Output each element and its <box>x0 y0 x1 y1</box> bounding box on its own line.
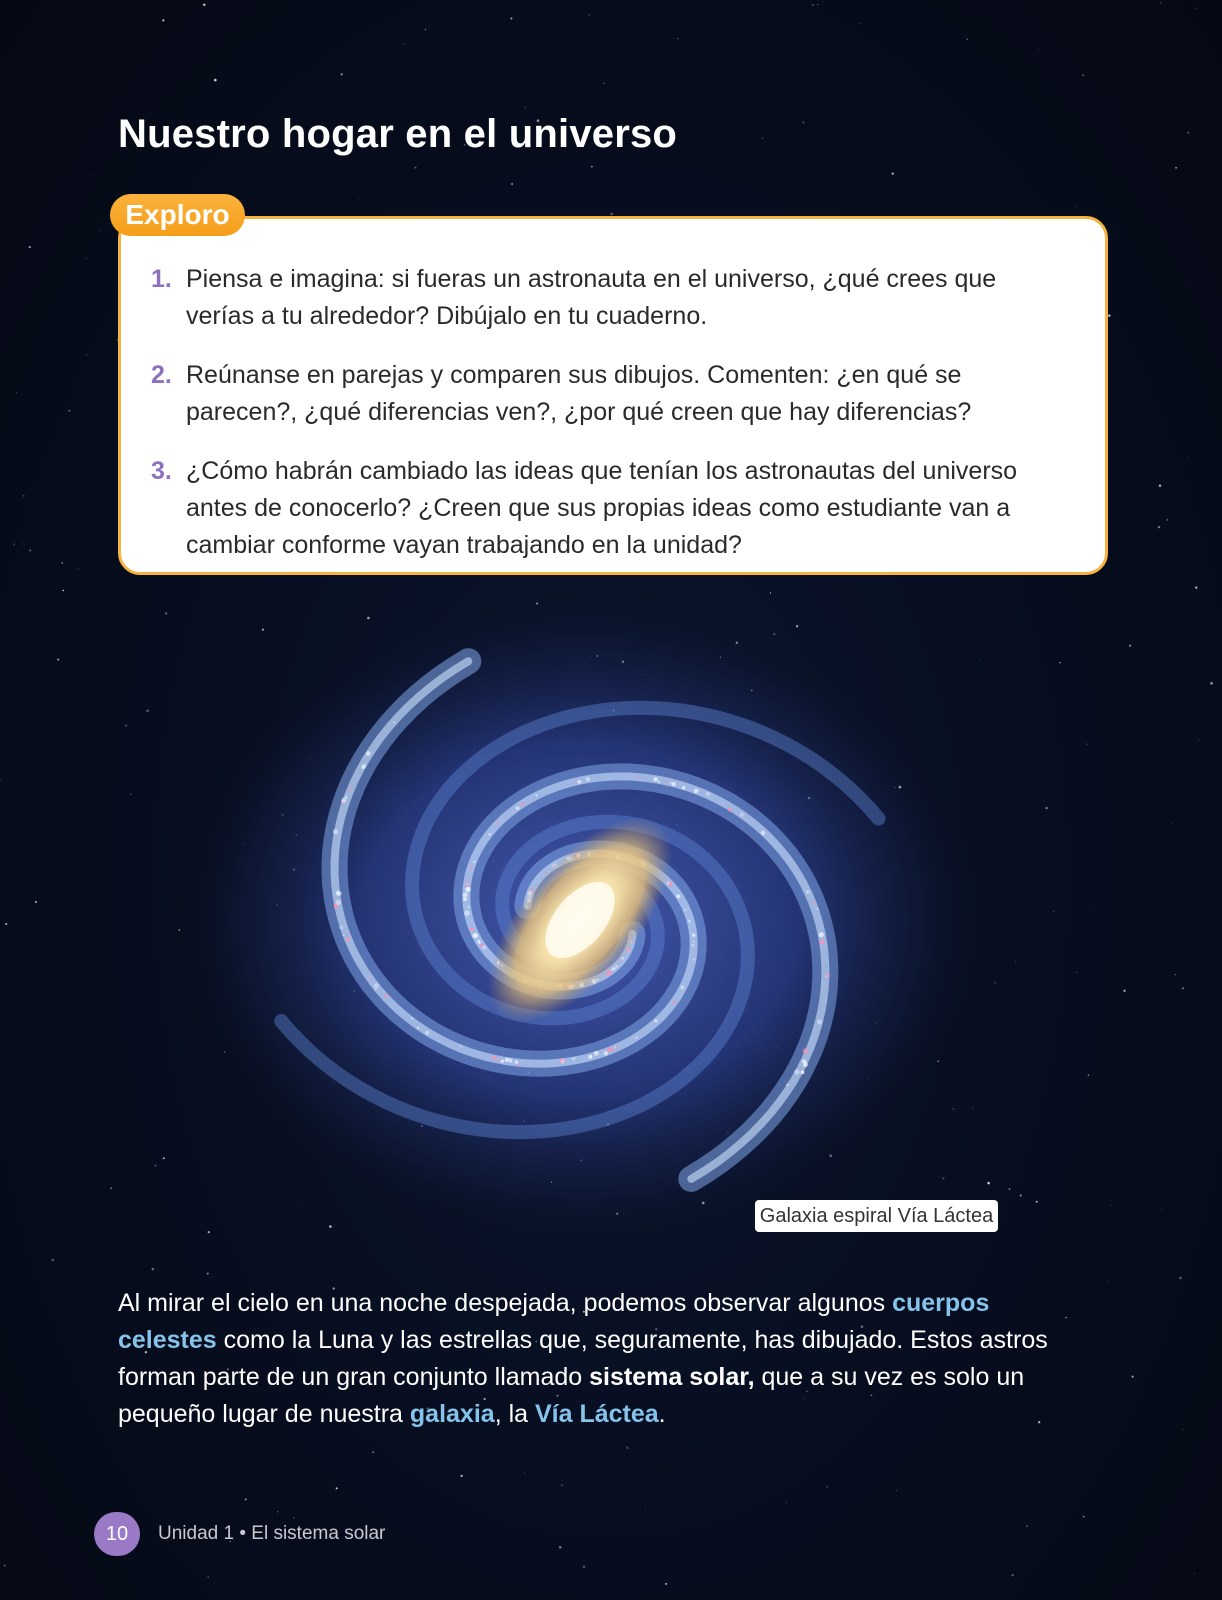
galaxy-image-caption: Galaxia espiral Vía Láctea <box>755 1200 998 1232</box>
unit-title: El sistema solar <box>251 1523 386 1544</box>
star <box>1038 50 1039 51</box>
star <box>511 183 513 185</box>
star <box>1107 1281 1108 1282</box>
galaxy-star-cluster <box>676 894 680 898</box>
star <box>561 1484 563 1486</box>
galaxy-star-cluster <box>817 1019 822 1024</box>
galaxy-star-cluster <box>588 1055 592 1059</box>
galaxy-star-cluster <box>515 1060 519 1064</box>
star <box>99 230 100 231</box>
galaxy-star-cluster <box>375 988 377 990</box>
galaxy-star-cluster <box>638 777 640 779</box>
star <box>757 159 758 160</box>
star <box>93 175 94 176</box>
galaxy-star-cluster <box>464 910 470 916</box>
galaxy-star-cluster <box>803 1048 808 1053</box>
galaxy-star-cluster <box>477 939 480 942</box>
intro-paragraph <box>118 1285 1048 1433</box>
star <box>589 15 590 16</box>
intro-text-5: . <box>658 1400 666 1428</box>
galaxy-star-cluster <box>594 1051 599 1056</box>
star <box>1196 8 1197 9</box>
galaxy-star-cluster <box>473 933 478 938</box>
galaxy-star-cluster <box>682 786 686 790</box>
intro-text-3: que a su vez es solo un pequeño lugar de nuestra <box>118 1363 1025 1428</box>
galaxy-star-cluster <box>336 900 341 905</box>
galaxy-star-cluster <box>468 878 470 880</box>
star <box>460 1475 462 1477</box>
galaxy-star-cluster <box>341 798 346 803</box>
star <box>1175 167 1177 169</box>
galaxy-star-cluster <box>369 978 371 980</box>
galaxy-star-cluster <box>740 813 744 817</box>
galaxy-star-cluster <box>693 949 695 951</box>
galaxy-star-cluster <box>728 807 732 811</box>
galaxy-star-cluster <box>635 1036 638 1039</box>
galaxy-star-cluster <box>366 751 370 755</box>
star <box>610 213 613 216</box>
star <box>1160 2 1161 3</box>
galaxy-star-cluster <box>333 829 339 835</box>
unit-name: Unidad 1 <box>158 1523 235 1544</box>
galaxy-star-cluster <box>488 833 491 836</box>
question-number-3: 3. <box>151 457 172 485</box>
galaxy-star-cluster <box>561 1059 565 1063</box>
star <box>860 23 861 24</box>
question-text-3: ¿Cómo habrán cambiado las ideas que tenían los astronautas del universo antes de conocerlo? ¿Creen que sus propias ideas como estudiante van a cambiar conforme vayan trabajando en la unidad? <box>186 457 1018 559</box>
star <box>762 137 763 138</box>
intro-text-4: , la <box>494 1400 535 1428</box>
star <box>1187 131 1189 133</box>
question-text-2: Reúnanse en parejas y comparen sus dibujos. Comenten: ¿en qué se parecen?, ¿qué diferencias ven?, ¿por qué creen que hay diferencias? <box>186 361 972 426</box>
star <box>786 1502 787 1503</box>
unit-separator: • <box>234 1523 252 1544</box>
star <box>525 107 526 108</box>
galaxy-star-cluster <box>362 764 366 768</box>
galaxy-star-cluster <box>819 939 824 944</box>
galaxy-star-cluster <box>684 909 686 911</box>
star <box>817 4 818 5</box>
galaxy-star-cluster <box>339 926 343 930</box>
page-number-badge: 10 <box>94 1512 140 1556</box>
star <box>203 4 205 6</box>
galaxy-star-cluster <box>654 1019 657 1022</box>
star <box>1082 74 1084 76</box>
galaxy-star-cluster <box>802 1059 807 1064</box>
star <box>645 1509 646 1510</box>
galaxy-star-cluster <box>348 787 352 791</box>
intro-text-1: Al mirar el cielo en una noche despejada, podemos observar algunos <box>118 1289 893 1317</box>
star <box>967 38 969 40</box>
star <box>425 29 426 30</box>
star <box>29 246 31 248</box>
galaxy-star-cluster <box>692 933 696 937</box>
star <box>13 543 15 545</box>
star <box>803 122 805 124</box>
galaxy-star-cluster <box>516 806 520 810</box>
star <box>16 392 17 393</box>
star <box>86 258 87 259</box>
keyword-via-lactea: Vía Láctea <box>534 1400 659 1428</box>
star <box>1166 519 1168 521</box>
galaxy-star-cluster <box>693 958 695 960</box>
star <box>1158 526 1160 528</box>
star <box>1083 1516 1084 1517</box>
galaxy-star-cluster <box>752 1128 754 1130</box>
star <box>892 173 894 175</box>
galaxy-star-cluster <box>520 802 524 806</box>
galaxy-star-cluster <box>535 794 537 796</box>
explore-activity-box <box>118 216 1108 575</box>
galaxy-star-cluster <box>604 1051 609 1056</box>
galaxy-star-cluster <box>497 1059 500 1062</box>
star <box>1131 1375 1133 1377</box>
galaxy-star-cluster <box>607 1049 610 1052</box>
star <box>4 1565 6 1567</box>
galaxy-star-cluster <box>691 944 694 947</box>
galaxy-star-cluster <box>817 908 819 910</box>
star <box>1188 456 1189 457</box>
galaxy-star-cluster <box>688 920 691 923</box>
star <box>62 562 63 563</box>
star <box>1108 314 1111 317</box>
keyword-galaxia: galaxia <box>409 1400 495 1428</box>
galaxy-star-cluster <box>336 891 341 896</box>
galaxy-star-cluster <box>470 927 474 931</box>
star <box>677 38 678 39</box>
star <box>583 1566 586 1569</box>
galaxy-star-cluster <box>786 1083 789 1086</box>
question-number-2: 2. <box>151 361 172 389</box>
galaxy-star-cluster <box>374 983 379 988</box>
star <box>29 550 31 552</box>
galaxy-star-cluster <box>495 821 498 824</box>
star <box>1191 284 1192 285</box>
galaxy-star-cluster <box>345 796 348 799</box>
galaxy-star-cluster <box>463 892 468 897</box>
question-item-2 <box>151 357 1049 431</box>
star <box>626 1446 629 1449</box>
keyword-cuerpos-celestes: cuerpos celestes <box>118 1289 990 1354</box>
galaxy-star-cluster <box>411 1017 413 1019</box>
star <box>87 354 88 355</box>
galaxy-star-cluster <box>466 883 468 885</box>
star <box>23 543 24 544</box>
star <box>1026 1525 1027 1526</box>
star <box>511 18 513 20</box>
galaxy-star-cluster <box>425 1031 429 1035</box>
galaxy-star-cluster <box>694 789 699 794</box>
star <box>214 79 217 82</box>
star <box>665 1583 667 1585</box>
galaxy-star-cluster <box>473 860 476 863</box>
star <box>603 83 604 84</box>
galaxy-star-cluster <box>672 782 676 786</box>
galaxy-star-cluster <box>761 831 766 836</box>
star <box>1012 1574 1014 1576</box>
star <box>827 1487 828 1488</box>
star <box>78 569 79 570</box>
galaxy-star-cluster <box>417 1027 419 1029</box>
galaxy-star-cluster <box>806 890 809 893</box>
star <box>404 44 405 45</box>
star <box>162 19 164 21</box>
star <box>336 1487 338 1489</box>
star <box>414 167 416 169</box>
galaxy-star-cluster <box>577 780 581 784</box>
star <box>559 1546 562 1549</box>
galaxy-star-cluster <box>492 1056 496 1060</box>
galaxy-star-cluster <box>616 1046 619 1049</box>
star <box>524 1473 525 1474</box>
star <box>1159 484 1162 487</box>
galaxy-star-cluster <box>658 781 661 784</box>
galaxy-star-cluster <box>469 866 473 870</box>
galaxy-star-cluster <box>666 781 668 783</box>
star <box>799 12 800 13</box>
star <box>591 166 593 168</box>
question-text-1: Piensa e imagina: si fueras un astronauta en el universo, ¿qué crees que verías a tu alrededor? Dibújalo en tu cuaderno. <box>186 265 997 330</box>
galaxy-star-cluster <box>482 945 486 949</box>
galaxy-star-cluster <box>683 986 685 988</box>
galaxy-star-cluster <box>501 1059 504 1062</box>
galaxy-star-cluster <box>653 777 657 781</box>
star <box>207 1576 209 1578</box>
galaxy-star-cluster <box>572 1057 575 1060</box>
galaxy-star-cluster <box>466 898 468 900</box>
star <box>94 1409 95 1410</box>
star <box>69 410 71 412</box>
page-title: Nuestro hogar en el universo <box>118 112 678 156</box>
star <box>1076 206 1077 207</box>
explore-tab-label: Exploro <box>110 194 245 236</box>
galaxy-star-cluster <box>670 782 672 784</box>
question-item-1 <box>151 261 1049 335</box>
galaxy-star-cluster <box>706 792 710 796</box>
star <box>1065 1317 1066 1318</box>
galaxy-star-cluster <box>468 906 470 908</box>
galaxy-star-cluster <box>825 973 830 978</box>
milky-way-galaxy-image <box>0 580 1222 1280</box>
star <box>359 1597 360 1598</box>
star <box>896 1490 897 1491</box>
star <box>23 495 25 497</box>
galaxy-star-cluster <box>585 777 590 782</box>
galaxy-star-cluster <box>346 937 351 942</box>
galaxy-star-cluster <box>393 721 395 723</box>
galaxy-star-cluster <box>673 1001 677 1005</box>
star <box>372 1451 374 1453</box>
star <box>358 197 359 198</box>
galaxy-star-cluster <box>801 1070 805 1074</box>
intro-text-2: como la Luna y las estrellas que, seguramente, has dibujado. Estos astros forman parte de un gran conjunto llamado <box>118 1326 1048 1391</box>
galaxy-star-cluster <box>819 932 824 937</box>
galaxy-star-cluster <box>460 1046 462 1048</box>
question-item-3 <box>151 453 1049 564</box>
galaxy-star-cluster <box>692 940 694 942</box>
star <box>812 4 814 6</box>
galaxy-star-cluster <box>467 887 470 890</box>
question-number-1: 1. <box>151 265 172 293</box>
galaxy-star-cluster <box>814 902 816 904</box>
star <box>341 73 343 75</box>
galaxy-star-cluster <box>505 1058 509 1062</box>
galaxy-star-cluster <box>794 1069 799 1074</box>
page-footer <box>94 1512 385 1556</box>
star <box>206 59 207 60</box>
galaxy-star-cluster <box>384 993 388 997</box>
unit-label <box>158 1523 385 1545</box>
galaxy-star-cluster <box>575 779 578 782</box>
star <box>1183 1429 1184 1430</box>
star <box>245 1498 247 1500</box>
star <box>1193 1573 1194 1574</box>
galaxy-star-cluster <box>342 934 344 936</box>
keyword-sistema-solar: sistema solar, <box>589 1363 755 1391</box>
